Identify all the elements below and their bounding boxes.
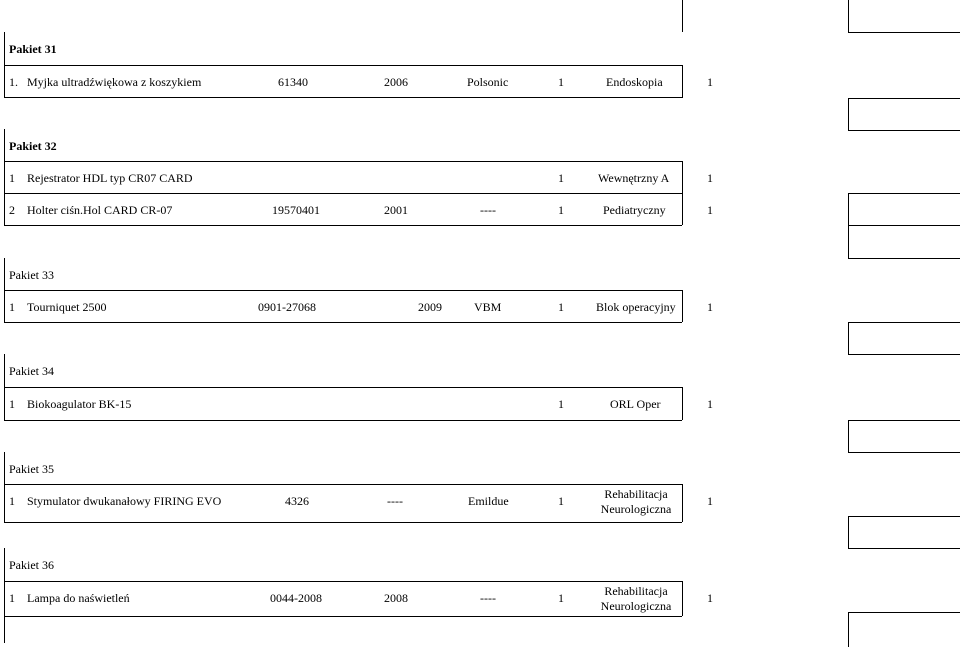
grid-line	[848, 322, 960, 323]
row-department: Blok operacyjny	[596, 300, 676, 314]
row-name: Rejestrator HDL typ CR07 CARD	[27, 171, 193, 185]
grid-line	[848, 193, 849, 225]
row-name: Stymulator dwukanałowy FIRING EVO	[27, 494, 222, 508]
grid-line	[848, 258, 960, 259]
row-qty2: 1	[707, 300, 713, 314]
row-serial: 0044-2008	[270, 591, 322, 605]
grid-line	[848, 516, 849, 548]
row-serial: 61340	[278, 75, 308, 89]
row-name: Holter ciśn.Hol CARD CR-07	[27, 203, 173, 217]
row-qty: 1	[558, 397, 564, 411]
row-lp: 1	[9, 494, 15, 508]
row-qty2: 1	[707, 75, 713, 89]
grid-line	[848, 612, 849, 647]
grid-line	[4, 322, 682, 323]
section-title: Pakiet 34	[9, 364, 54, 378]
row-department: Rehabilitacja	[604, 584, 668, 598]
grid-line	[4, 616, 682, 617]
grid-line	[848, 516, 960, 517]
row-qty2: 1	[707, 203, 713, 217]
grid-line	[848, 98, 849, 130]
row-qty2: 1	[707, 591, 713, 605]
grid-line	[4, 452, 5, 522]
row-producer: ----	[480, 591, 496, 605]
grid-line	[682, 65, 683, 98]
row-year: 2001	[384, 203, 408, 217]
grid-line	[4, 65, 682, 66]
grid-line	[848, 98, 960, 99]
grid-line	[4, 129, 5, 225]
row-lp: 1	[9, 300, 15, 314]
row-name: Lampa do naświetleń	[27, 591, 130, 605]
row-lp: 1.	[9, 75, 18, 89]
section-title: Pakiet 35	[9, 462, 54, 476]
row-producer: Polsonic	[467, 75, 509, 89]
grid-line	[4, 193, 682, 194]
grid-line	[4, 420, 682, 421]
grid-line	[848, 612, 960, 613]
grid-line	[848, 420, 960, 421]
row-lp: 1	[9, 397, 15, 411]
row-year: 2009	[418, 300, 442, 314]
grid-line	[682, 161, 683, 225]
row-department: Pediatryczny	[603, 203, 666, 217]
grid-line	[848, 193, 960, 194]
row-qty2: 1	[707, 171, 713, 185]
row-year: 2008	[384, 591, 408, 605]
row-name: Biokoagulator BK-15	[27, 397, 132, 411]
row-qty2: 1	[707, 494, 713, 508]
row-department: ORL Oper	[610, 397, 661, 411]
row-lp: 1	[9, 171, 15, 185]
grid-line	[682, 387, 683, 420]
row-serial: 0901-27068	[258, 300, 316, 314]
grid-line	[4, 522, 682, 523]
grid-line	[4, 387, 682, 388]
grid-line	[848, 225, 960, 226]
row-qty: 1	[558, 203, 564, 217]
row-serial: 19570401	[272, 203, 320, 217]
grid-line	[848, 452, 960, 453]
grid-line	[4, 161, 682, 162]
row-lp: 2	[9, 203, 15, 217]
grid-line	[848, 0, 849, 32]
grid-line	[848, 548, 960, 549]
row-producer: Emildue	[468, 494, 509, 508]
grid-line	[4, 484, 682, 485]
row-qty: 1	[558, 300, 564, 314]
row-producer: ----	[480, 203, 496, 217]
row-year: 2006	[384, 75, 408, 89]
grid-line	[848, 354, 960, 355]
grid-line	[848, 225, 849, 258]
row-name: Myjka ultradźwiękowa z koszykiem	[27, 75, 202, 89]
row-department-line2: Neurologiczna	[600, 599, 672, 613]
section-title: Pakiet 32	[9, 139, 57, 153]
grid-line	[848, 32, 960, 33]
grid-line	[4, 97, 682, 98]
grid-line	[4, 225, 682, 226]
row-qty: 1	[558, 75, 564, 89]
grid-line	[4, 581, 682, 582]
grid-line	[682, 581, 683, 616]
grid-line	[848, 322, 849, 354]
grid-line	[682, 0, 683, 32]
grid-line	[848, 130, 960, 131]
row-serial: 4326	[285, 494, 309, 508]
row-department: Rehabilitacja	[604, 487, 668, 501]
row-qty: 1	[558, 171, 564, 185]
grid-line	[4, 548, 5, 643]
grid-line	[682, 484, 683, 522]
section-title: Pakiet 36	[9, 558, 54, 572]
grid-line	[848, 420, 849, 452]
row-lp: 1	[9, 591, 15, 605]
row-year: ----	[387, 494, 403, 508]
row-producer: VBM	[474, 300, 502, 314]
row-qty: 1	[558, 494, 564, 508]
section-title: Pakiet 31	[9, 42, 57, 56]
row-name: Tourniquet 2500	[27, 300, 107, 314]
row-department: Wewnętrzny A	[598, 171, 670, 185]
row-department-line2: Neurologiczna	[600, 502, 672, 516]
row-department: Endoskopia	[606, 75, 663, 89]
section-title: Pakiet 33	[9, 268, 54, 282]
grid-line	[4, 290, 682, 291]
row-qty2: 1	[707, 397, 713, 411]
row-qty: 1	[558, 591, 564, 605]
grid-line	[682, 290, 683, 322]
